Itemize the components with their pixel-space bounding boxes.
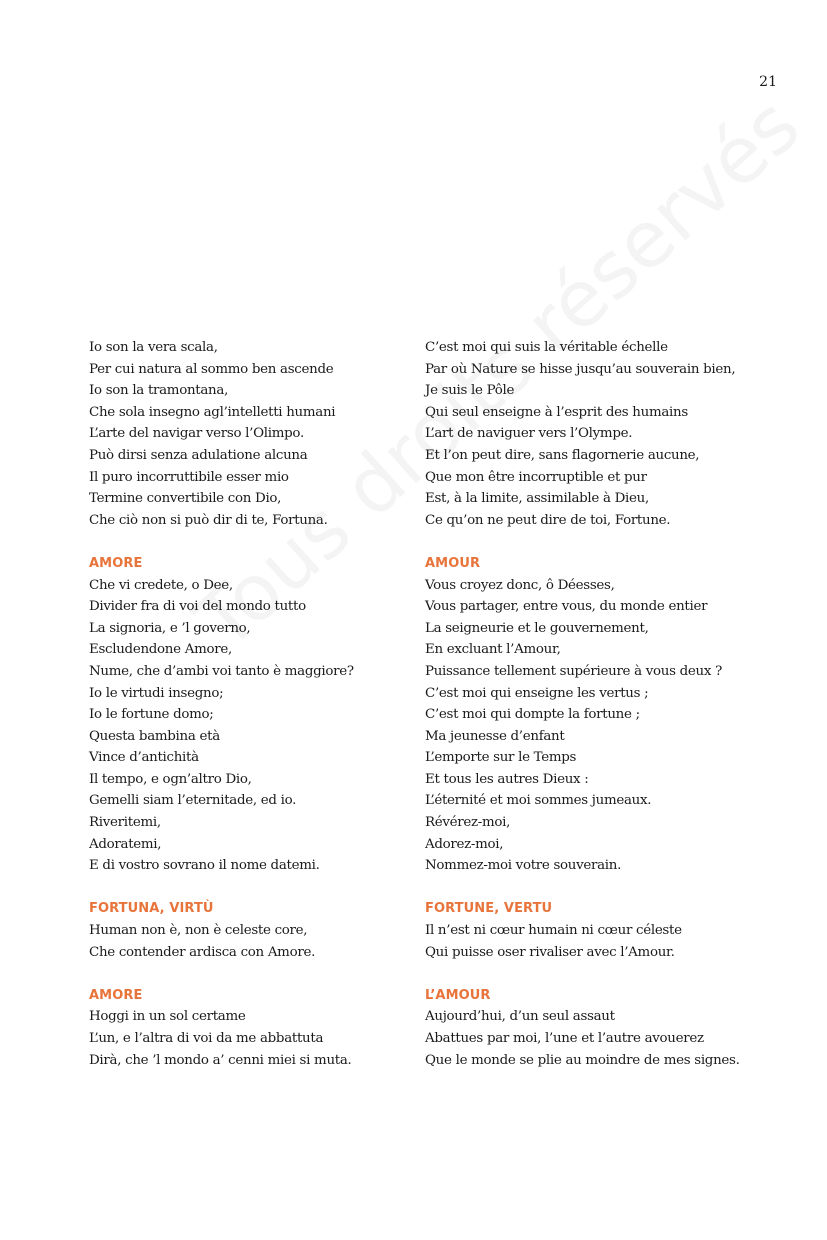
verse-line: Je suis le Pôle <box>425 383 515 399</box>
verse-line: Il puro incorruttibile esser mio <box>89 469 289 485</box>
speaker-label: FORTUNE, VERTU <box>425 901 553 917</box>
verse-line: Vous partager, entre vous, du monde entier <box>425 599 708 615</box>
verse-line: Est, à la limite, assimilable à Dieu, <box>425 491 649 507</box>
verse-line: Human non è, non è celeste core, <box>89 923 308 939</box>
speaker-label: FORTUNA, VIRTÙ <box>89 901 214 917</box>
speaker-label: L’AMOUR <box>425 987 491 1003</box>
verse-line: Gemelli siam l’eternitade, ed io. <box>89 793 297 809</box>
verse-line: Il n’est ni cœur humain ni cœur céleste <box>425 923 682 939</box>
verse-line: Vous croyez donc, ô Déesses, <box>425 577 615 593</box>
verse-line: Che ciò non si può dir di te, Fortuna. <box>89 512 328 528</box>
verse-line: Divider fra di voi del mondo tutto <box>89 599 306 615</box>
verse-line: L’éternité et moi sommes jumeaux. <box>425 793 652 809</box>
verse-line: Può dirsi senza adulatione alcuna <box>89 447 308 463</box>
verse-line: Che vi credete, o Dee, <box>89 577 233 593</box>
verse-line: E di vostro sovrano il nome datemi. <box>89 858 320 874</box>
french-stanza <box>425 985 765 1071</box>
verse-line: Qui seul enseigne à l’esprit des humains <box>425 404 688 420</box>
verse-line: Nommez-moi votre souverain. <box>425 858 622 874</box>
verse-line: Révérez-moi, <box>425 815 511 831</box>
verse-line: La signoria, e ’l governo, <box>89 620 251 636</box>
speaker-label: AMORE <box>89 987 143 1003</box>
verse-line: Dirà, che ’l mondo a’ cenni miei si muta. <box>89 1052 352 1068</box>
verse-line: Questa bambina età <box>89 728 220 744</box>
verse-line: Abattues par moi, l’une et l’autre avouerez <box>425 1031 704 1046</box>
italian-stanza <box>89 553 429 877</box>
verse-line: La seigneurie et le gouvernement, <box>425 620 649 636</box>
verse-line: Hoggi in un sol certame <box>89 1009 246 1025</box>
verse-line: C’est moi qui enseigne les vertus ; <box>425 685 649 701</box>
verse-line: Adorez-moi, <box>425 836 504 852</box>
french-stanza <box>425 898 765 963</box>
verse-line: Vince d’antichità <box>89 750 199 766</box>
verse-line: Qui puisse oser rivaliser avec l’Amour. <box>425 944 675 960</box>
verse-line: Que le monde se plie au moindre de mes signes. <box>425 1052 740 1068</box>
verse-line: Riveritemi, <box>89 815 161 831</box>
verse-line: Io son la vera scala, <box>89 340 218 355</box>
verse-line: L’emporte sur le Temps <box>425 750 577 766</box>
verse-line: Il tempo, e ogn’altro Dio, <box>89 771 252 787</box>
verse-line: Ma jeunesse d’enfant <box>425 728 565 744</box>
page-number: 21 <box>759 74 777 90</box>
verse-line: Que mon être incorruptible et pur <box>425 469 647 485</box>
verse-line: Adoratemi, <box>89 836 162 852</box>
verse-line: Nume, che d’ambi voi tanto è maggiore? <box>89 663 354 679</box>
verse-line: L’art de naviguer vers l’Olympe. <box>425 426 633 442</box>
speaker-label: AMORE <box>89 555 143 571</box>
verse-line: C’est moi qui suis la véritable échelle <box>425 340 668 355</box>
verse-line: Io le fortune domo; <box>89 707 214 723</box>
verse-line: Che sola insegno agl’intelletti humani <box>89 404 336 420</box>
verse-line: Per cui natura al sommo ben ascende <box>89 361 334 377</box>
verse-line: Termine convertibile con Dio, <box>89 491 282 507</box>
italian-stanza <box>89 898 429 963</box>
speaker-label: AMOUR <box>425 555 481 571</box>
verse-line: Ce qu’on ne peut dire de toi, Fortune. <box>425 512 671 528</box>
verse-line: Escludendone Amore, <box>89 642 232 658</box>
verse-line: L’arte del navigar verso l’Olimpo. <box>89 426 304 442</box>
italian-stanza <box>89 337 429 531</box>
verse-line: Et tous les autres Dieux : <box>425 771 589 787</box>
french-column <box>425 337 765 1093</box>
verse-line: Et l’on peut dire, sans flagornerie aucune, <box>425 447 700 463</box>
verse-line: L’un, e l’altra di voi da me abbattuta <box>89 1031 324 1046</box>
verse-line: C’est moi qui dompte la fortune ; <box>425 707 640 723</box>
verse-line: Io le virtudi insegno; <box>89 685 224 701</box>
verse-line: Puissance tellement supérieure à vous deux ? <box>425 663 722 679</box>
verse-line: En excluant l’Amour, <box>425 642 561 658</box>
verse-line: Aujourd’hui, d’un seul assaut <box>425 1009 615 1025</box>
verse-line: Che contender ardisca con Amore. <box>89 944 316 960</box>
french-stanza <box>425 553 765 877</box>
french-stanza <box>425 337 765 531</box>
italian-column <box>89 337 429 1093</box>
italian-stanza <box>89 985 429 1071</box>
verse-line: Par où Nature se hisse jusqu’au souverain bien, <box>425 361 736 377</box>
verse-line: Io son la tramontana, <box>89 383 229 399</box>
